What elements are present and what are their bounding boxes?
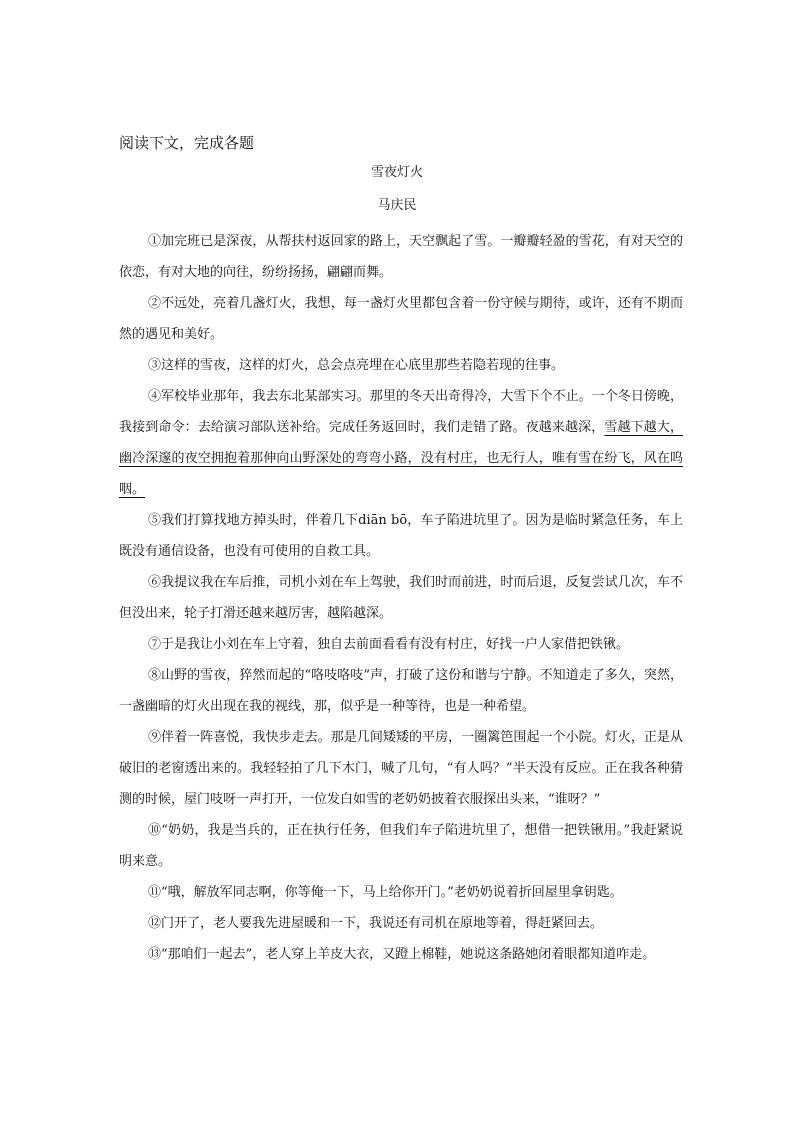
paragraph-1: ①加完班已是深夜，从帮扶村返回家的路上，天空飘起了雪。一瓣瓣轻盈的雪花，有对天空的依恋，有对大地的向往，纷纷扬扬，翩翩而舞。 <box>119 234 683 280</box>
paragraph-9: ⑨伴着一阵喜悦，我快步走去。那是几间矮矮的平房，一圈篱笆围起一个小院。灯火，正是从破旧的老窗透出来的。我轻轻拍了几下木门，喊了几句，“有人吗？”半天没有反应。正在我各种猜测的时候，屋门吱呀一声打开，一位发白如雪的老奶奶披着衣服探出头来，“谁呀？” <box>119 730 683 807</box>
paragraph-4 <box>119 381 683 505</box>
article-body <box>119 226 683 970</box>
article-title: 雪夜灯火 <box>370 165 423 180</box>
article-author: 马庆民 <box>377 198 417 213</box>
instruction-text: 阅读下文，完成各题 <box>119 134 255 152</box>
paragraph-11: ⑪“哦，解放军同志啊，你等俺一下，马上给你开门。”老奶奶说着折回屋里拿钥匙。 <box>148 885 623 900</box>
paragraph-4-underlined-sentence: 雪越下越大，幽冷深邃的夜空拥抱着那伸向山野深处的弯弯小路，没有村庄，也无行人，唯有雪在纷飞，风在呜咽。 <box>119 420 683 497</box>
paragraph-5: ⑤我们打算找地方掉头时，伴着几下diān bō，车子陷进坑里了。因为是临时紧急任务，车上既没有通信设备，也没有可使用的自救工具。 <box>119 513 683 559</box>
paragraph-2: ②不远处，亮着几盏灯火，我想，每一盏灯火里都包含着一份守候与期待，或许，还有不期而然的遇见和美好。 <box>119 296 683 342</box>
paragraph-12: ⑫门开了，老人要我先进屋暖和一下，我说还有司机在原地等着，得赶紧回去。 <box>148 916 604 931</box>
paragraph-8: ⑧山野的雪夜，猝然而起的“咯吱咯吱”声，打破了这份和谐与宁静。不知道走了多久，突然，一盏幽暗的灯火出现在我的视线，那，似乎是一种等待，也是一种希望。 <box>119 668 683 714</box>
paragraph-3: ③这样的雪夜，这样的灯火，总会点亮埋在心底里那些若隐若现的往事。 <box>148 358 565 373</box>
paragraph-6: ⑥我提议我在车后推，司机小刘在车上驾驶，我们时而前进，时而后退，反复尝试几次，车不但没出来，轮子打滑还越来越厉害，越陷越深。 <box>119 575 683 621</box>
paragraph-10: ⑩“奶奶，我是当兵的，正在执行任务，但我们车子陷进坑里了，想借一把铁锹用。”我赶紧说明来意。 <box>119 823 683 869</box>
paragraph-4-plain-text: ④军校毕业那年，我去东北某部实习。那里的冬天出奇得冷，大雪下个不止。一个冬日傍晚，我接到命令：去给演习部队送补给。完成任务返回时，我们走错了路。夜越来越深， <box>119 389 683 435</box>
paragraph-7: ⑦于是我让小刘在车上守着，独自去前面看看有没有村庄，好找一户人家借把铁锹。 <box>148 637 630 652</box>
paragraph-13: ⑬“那咱们一起去”，老人穿上羊皮大衣，又蹬上棉鞋，她说这条路她闭着眼都知道咋走。 <box>148 947 656 962</box>
